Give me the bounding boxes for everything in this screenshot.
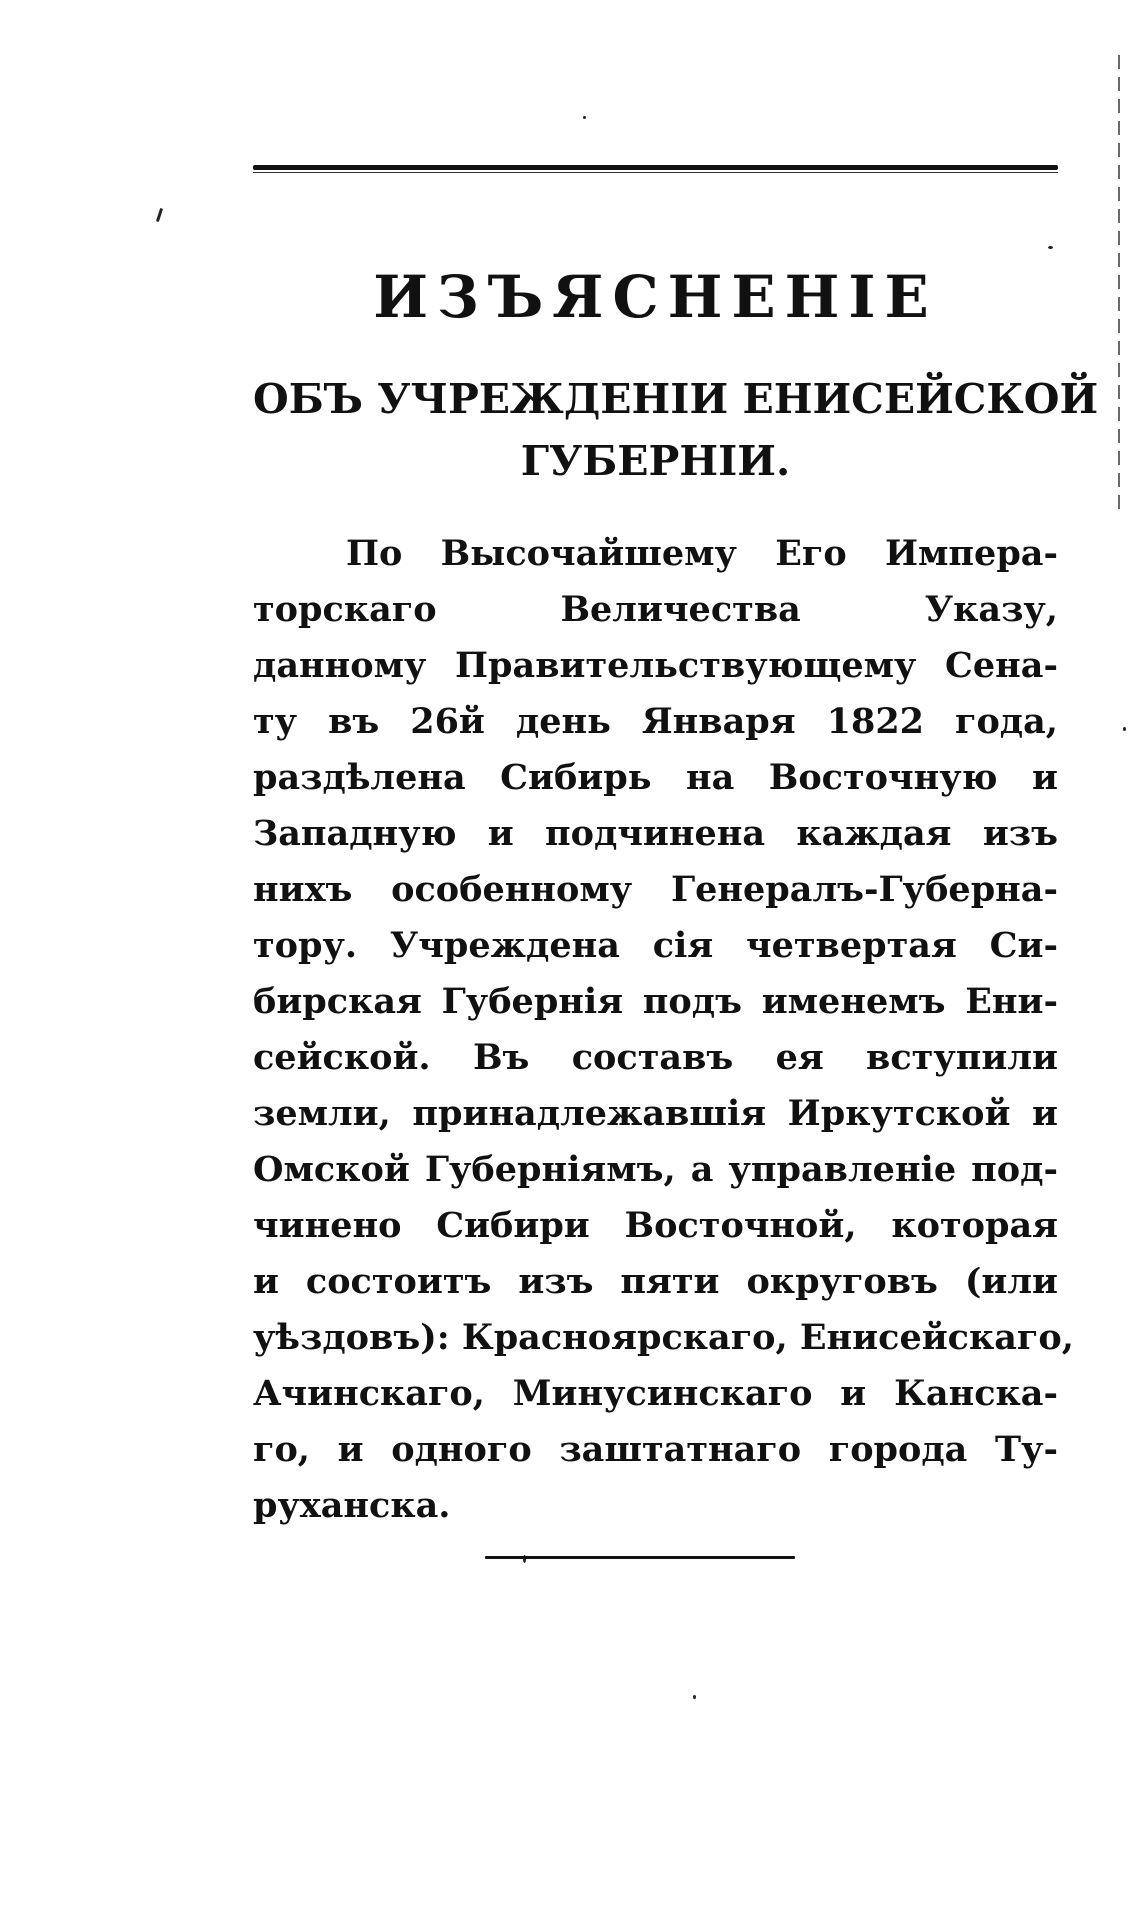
paragraph-line: нихъ особенному Генералъ-Губерна-: [253, 869, 1058, 910]
paragraph-line: раздѣлена Сибирь на Восточную и: [253, 757, 1058, 798]
header-rule-thick: [253, 165, 1058, 170]
paragraph-line: Западную и подчинена каждая изъ: [253, 813, 1058, 854]
paragraph-line: и состоитъ изъ пяти округовъ (или: [253, 1261, 1058, 1302]
paragraph-line: руханска.: [253, 1485, 451, 1526]
paragraph-line: данному Правительствующему Сена-: [253, 645, 1058, 686]
document-title: ИЗЪЯСНЕНІЕ: [373, 263, 938, 331]
document-subtitle: [253, 368, 1099, 492]
paragraph-line: сейской. Въ составъ ея вступили: [253, 1037, 1058, 1078]
paragraph-line: Ачинскаго, Минусинскаго и Канска-: [253, 1373, 1058, 1414]
ink-speck: [1048, 246, 1053, 249]
subtitle-line: ОБЪ УЧРЕЖДЕНІИ ЕНИСЕЙСКОЙ: [253, 375, 1099, 423]
paragraph-line: По Высочайшему Его Импера-: [346, 533, 1058, 574]
paragraph-line: тору. Учреждена сія четвертая Си-: [253, 925, 1058, 966]
paragraph-line: ту въ 26й день Января 1822 года,: [253, 701, 1058, 742]
paragraph-line: бирская Губернія подъ именемъ Ени-: [253, 981, 1058, 1022]
ink-speck: [693, 1695, 696, 1699]
paragraph-line: торскаго Величества Указу,: [253, 589, 1058, 630]
ink-speck: [1123, 727, 1126, 731]
paragraph-line: земли, принадлежавшія Иркутской и: [253, 1093, 1058, 1134]
ink-speck: [156, 208, 163, 222]
paragraph-line: Омской Губерніямъ, а управленіе под-: [253, 1149, 1058, 1190]
header-rule-thin: [253, 172, 1058, 173]
paragraph-line: чинено Сибири Восточной, которая: [253, 1205, 1058, 1246]
ink-speck: [583, 116, 586, 119]
footer-rule: [485, 1556, 795, 1559]
header-rule: [253, 165, 1058, 174]
paragraph-line: уѣздовъ): Красноярскаго, Енисейскаго,: [253, 1317, 1074, 1358]
body-paragraph: [253, 526, 1074, 1534]
page-edge-mark: [1118, 55, 1120, 515]
paragraph-line: го, и одного заштатнаго города Ту-: [253, 1429, 1058, 1470]
subtitle-line: ГУБЕРНІИ.: [520, 437, 791, 485]
